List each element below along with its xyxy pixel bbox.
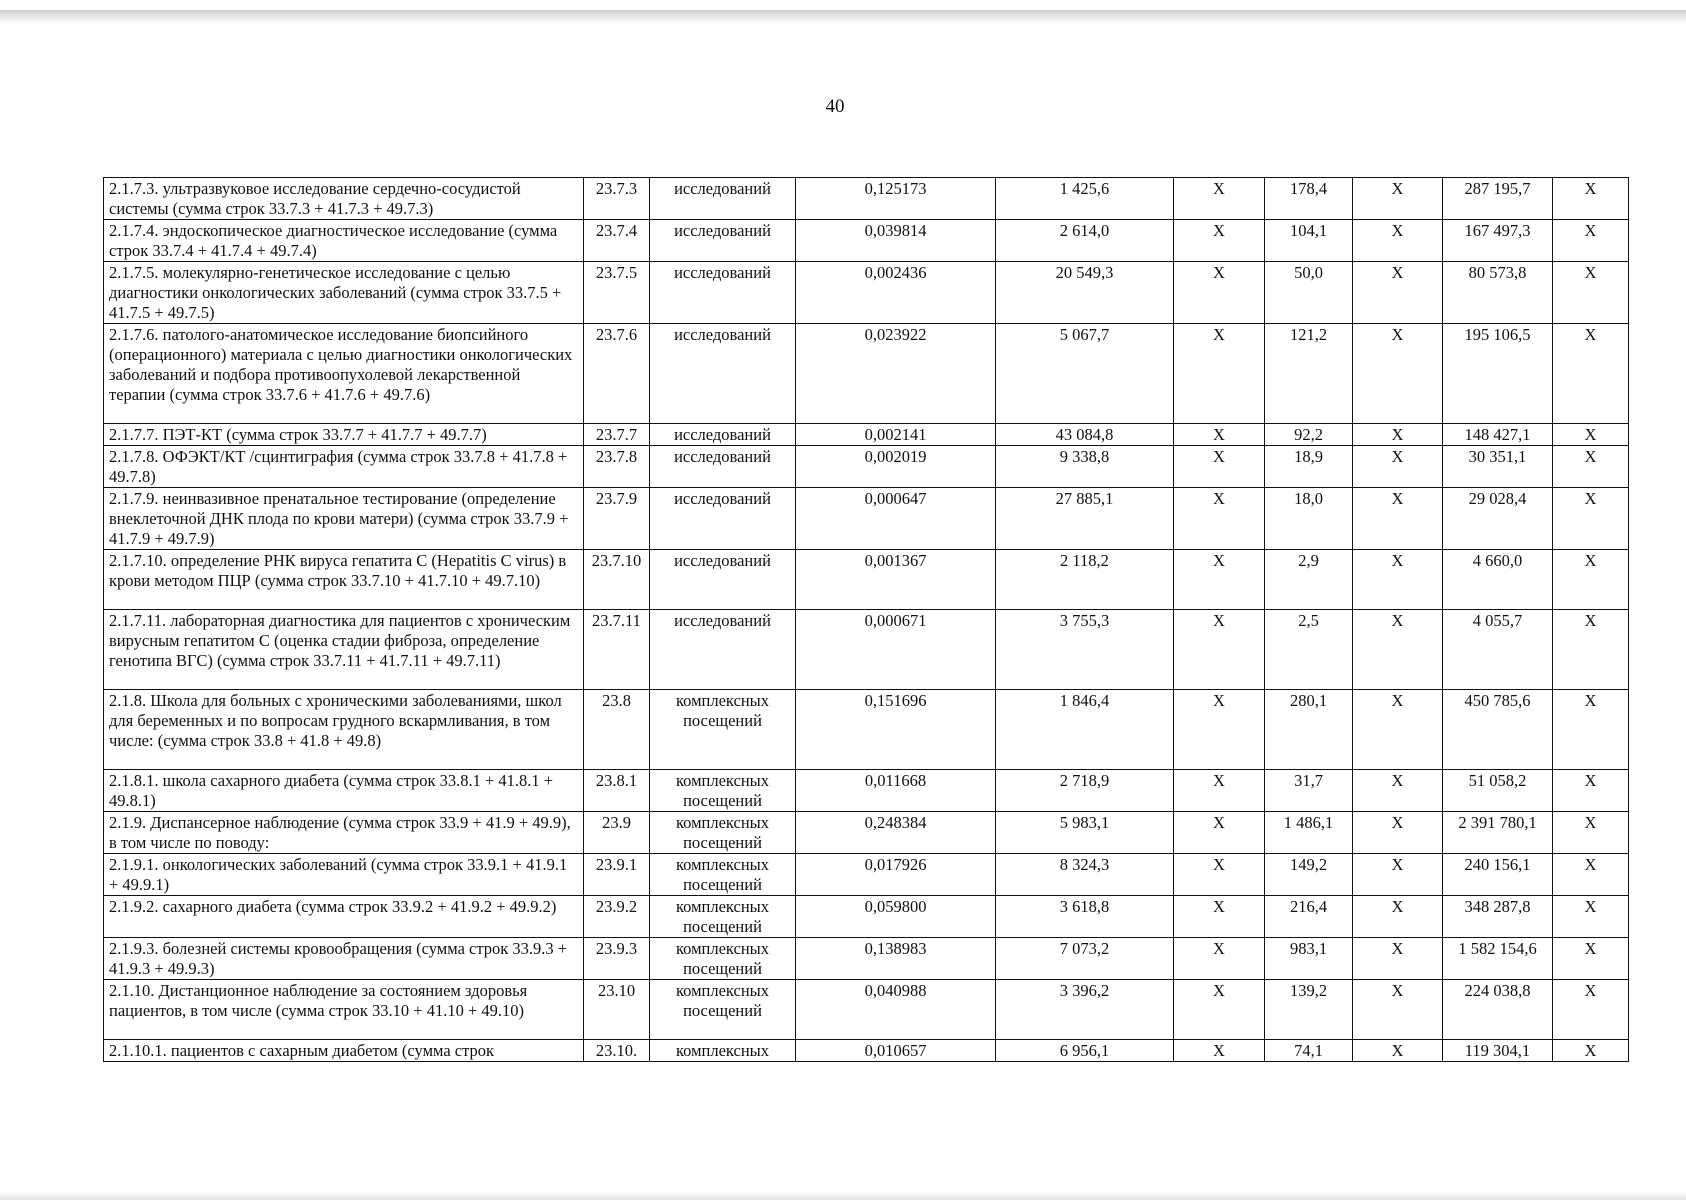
x-marker-cell: X — [1553, 610, 1629, 690]
x-marker-cell: X — [1353, 488, 1443, 550]
total-cost-cell: 195 106,5 — [1443, 324, 1553, 424]
x-marker-cell: X — [1174, 424, 1265, 446]
standard-volume-cell: 0,023922 — [796, 324, 996, 424]
per-capita-cell: 139,2 — [1265, 980, 1353, 1040]
standard-volume-cell: 0,151696 — [796, 690, 996, 770]
x-marker-cell: X — [1553, 262, 1629, 324]
per-capita-cell: 121,2 — [1265, 324, 1353, 424]
x-marker-cell: X — [1174, 610, 1265, 690]
row-code: 23.9.2 — [584, 896, 650, 938]
row-description: 2.1.7.5. молекулярно-генетическое исследование с целью диагностики онкологических заболеваний (сумма строк 33.7.5 + 41.7.5 + 49.7.5) — [104, 262, 584, 324]
x-marker-cell: X — [1353, 690, 1443, 770]
x-marker-cell: X — [1174, 324, 1265, 424]
row-code: 23.7.8 — [584, 446, 650, 488]
x-marker-cell: X — [1353, 220, 1443, 262]
total-cost-cell: 30 351,1 — [1443, 446, 1553, 488]
table-body — [104, 178, 1629, 1062]
standard-volume-cell: 0,002141 — [796, 424, 996, 446]
total-cost-cell: 167 497,3 — [1443, 220, 1553, 262]
table-row — [104, 938, 1629, 980]
per-capita-cell: 216,4 — [1265, 896, 1353, 938]
table-row — [104, 854, 1629, 896]
row-code: 23.7.5 — [584, 262, 650, 324]
unit-cell: комплексных посещений — [650, 812, 796, 854]
x-marker-cell: X — [1553, 550, 1629, 610]
x-marker-cell: X — [1174, 980, 1265, 1040]
x-marker-cell: X — [1353, 262, 1443, 324]
total-cost-cell: 4 055,7 — [1443, 610, 1553, 690]
cost-per-unit-cell: 3 755,3 — [996, 610, 1174, 690]
x-marker-cell: X — [1553, 854, 1629, 896]
row-description: 2.1.9.1. онкологических заболеваний (сумма строк 33.9.1 + 41.9.1 + 49.9.1) — [104, 854, 584, 896]
standard-volume-cell: 0,040988 — [796, 980, 996, 1040]
cost-per-unit-cell: 1 425,6 — [996, 178, 1174, 220]
row-code: 23.8.1 — [584, 770, 650, 812]
x-marker-cell: X — [1553, 220, 1629, 262]
standard-volume-cell: 0,039814 — [796, 220, 996, 262]
unit-cell: исследований — [650, 424, 796, 446]
x-marker-cell: X — [1553, 896, 1629, 938]
total-cost-cell: 4 660,0 — [1443, 550, 1553, 610]
row-description: 2.1.9.2. сахарного диабета (сумма строк 33.9.2 + 41.9.2 + 49.9.2) — [104, 896, 584, 938]
page-number: 40 — [825, 96, 845, 117]
row-description: 2.1.7.7. ПЭТ-КТ (сумма строк 33.7.7 + 41.7.7 + 49.7.7) — [104, 424, 584, 446]
table-row — [104, 324, 1629, 424]
x-marker-cell: X — [1553, 324, 1629, 424]
x-marker-cell: X — [1174, 262, 1265, 324]
table-row — [104, 1040, 1629, 1062]
row-description: 2.1.7.3. ультразвуковое исследование сердечно-сосудистой системы (сумма строк 33.7.3 + 41.7.3 + 49.7.3) — [104, 178, 584, 220]
x-marker-cell: X — [1353, 896, 1443, 938]
unit-cell: исследований — [650, 488, 796, 550]
row-description: 2.1.8. Школа для больных с хроническими заболеваниями, школ для беременных и по вопросам грудного вскармливания, в том числе: (сумма строк 33.8 + 41.8 + 49.8) — [104, 690, 584, 770]
unit-cell: исследований — [650, 178, 796, 220]
row-description: 2.1.9. Диспансерное наблюдение (сумма строк 33.9 + 41.9 + 49.9), в том числе по поводу: — [104, 812, 584, 854]
row-description: 2.1.10. Дистанционное наблюдение за состоянием здоровья пациентов, в том числе (сумма строк 33.10 + 41.10 + 49.10) — [104, 980, 584, 1040]
standard-volume-cell: 0,138983 — [796, 938, 996, 980]
x-marker-cell: X — [1353, 1040, 1443, 1062]
per-capita-cell: 983,1 — [1265, 938, 1353, 980]
standard-volume-cell: 0,017926 — [796, 854, 996, 896]
x-marker-cell: X — [1174, 178, 1265, 220]
x-marker-cell: X — [1553, 812, 1629, 854]
row-code: 23.7.6 — [584, 324, 650, 424]
per-capita-cell: 149,2 — [1265, 854, 1353, 896]
standard-volume-cell: 0,002019 — [796, 446, 996, 488]
cost-per-unit-cell: 2 718,9 — [996, 770, 1174, 812]
row-description: 2.1.7.11. лабораторная диагностика для пациентов с хроническим вирусным гепатитом С (оценка стадии фиброза, определение генотипа ВГС) (сумма строк 33.7.11 + 41.7.11 + 49.7.11) — [104, 610, 584, 690]
total-cost-cell: 287 195,7 — [1443, 178, 1553, 220]
table-row — [104, 178, 1629, 220]
row-code: 23.7.10 — [584, 550, 650, 610]
standard-volume-cell: 0,248384 — [796, 812, 996, 854]
table-row — [104, 550, 1629, 610]
standard-volume-cell: 0,010657 — [796, 1040, 996, 1062]
x-marker-cell: X — [1353, 980, 1443, 1040]
financing-table — [103, 177, 1629, 1062]
row-description: 2.1.8.1. школа сахарного диабета (сумма строк 33.8.1 + 41.8.1 + 49.8.1) — [104, 770, 584, 812]
cost-per-unit-cell: 7 073,2 — [996, 938, 1174, 980]
row-code: 23.9 — [584, 812, 650, 854]
per-capita-cell: 74,1 — [1265, 1040, 1353, 1062]
x-marker-cell: X — [1174, 1040, 1265, 1062]
x-marker-cell: X — [1174, 770, 1265, 812]
total-cost-cell: 450 785,6 — [1443, 690, 1553, 770]
total-cost-cell: 1 582 154,6 — [1443, 938, 1553, 980]
unit-cell: комплексных посещений — [650, 980, 796, 1040]
cost-per-unit-cell: 9 338,8 — [996, 446, 1174, 488]
unit-cell: исследований — [650, 550, 796, 610]
table-row — [104, 220, 1629, 262]
unit-cell: комплексных посещений — [650, 896, 796, 938]
per-capita-cell: 18,9 — [1265, 446, 1353, 488]
cost-per-unit-cell: 2 614,0 — [996, 220, 1174, 262]
x-marker-cell: X — [1553, 770, 1629, 812]
table-row — [104, 424, 1629, 446]
per-capita-cell: 178,4 — [1265, 178, 1353, 220]
unit-cell: комплексных посещений — [650, 938, 796, 980]
unit-cell: исследований — [650, 446, 796, 488]
row-description: 2.1.7.4. эндоскопическое диагностическое исследование (сумма строк 33.7.4 + 41.7.4 + 49.7.4) — [104, 220, 584, 262]
cost-per-unit-cell: 5 067,7 — [996, 324, 1174, 424]
row-code: 23.7.4 — [584, 220, 650, 262]
x-marker-cell: X — [1553, 690, 1629, 770]
x-marker-cell: X — [1174, 690, 1265, 770]
cost-per-unit-cell: 2 118,2 — [996, 550, 1174, 610]
row-code: 23.8 — [584, 690, 650, 770]
x-marker-cell: X — [1553, 424, 1629, 446]
row-code: 23.9.3 — [584, 938, 650, 980]
x-marker-cell: X — [1553, 1040, 1629, 1062]
total-cost-cell: 148 427,1 — [1443, 424, 1553, 446]
per-capita-cell: 92,2 — [1265, 424, 1353, 446]
per-capita-cell: 31,7 — [1265, 770, 1353, 812]
row-code: 23.9.1 — [584, 854, 650, 896]
cost-per-unit-cell: 5 983,1 — [996, 812, 1174, 854]
row-description: 2.1.7.9. неинвазивное пренатальное тестирование (определение внеклеточной ДНК плода по крови матери) (сумма строк 33.7.9 + 41.7.9 + 49.7.9) — [104, 488, 584, 550]
x-marker-cell: X — [1553, 178, 1629, 220]
x-marker-cell: X — [1353, 610, 1443, 690]
cost-per-unit-cell: 3 396,2 — [996, 980, 1174, 1040]
scan-bottom-edge — [0, 1192, 1686, 1200]
row-code: 23.10 — [584, 980, 650, 1040]
total-cost-cell: 224 038,8 — [1443, 980, 1553, 1040]
row-description: 2.1.10.1. пациентов с сахарным диабетом (сумма строк — [104, 1040, 584, 1062]
x-marker-cell: X — [1353, 854, 1443, 896]
cost-per-unit-cell: 20 549,3 — [996, 262, 1174, 324]
table-row — [104, 446, 1629, 488]
per-capita-cell: 104,1 — [1265, 220, 1353, 262]
scan-top-edge — [0, 10, 1686, 24]
x-marker-cell: X — [1174, 488, 1265, 550]
cost-per-unit-cell: 3 618,8 — [996, 896, 1174, 938]
x-marker-cell: X — [1174, 896, 1265, 938]
row-code: 23.7.9 — [584, 488, 650, 550]
total-cost-cell: 240 156,1 — [1443, 854, 1553, 896]
total-cost-cell: 348 287,8 — [1443, 896, 1553, 938]
cost-per-unit-cell: 6 956,1 — [996, 1040, 1174, 1062]
unit-cell: исследований — [650, 324, 796, 424]
per-capita-cell: 2,5 — [1265, 610, 1353, 690]
unit-cell: комплексных посещений — [650, 854, 796, 896]
x-marker-cell: X — [1553, 446, 1629, 488]
x-marker-cell: X — [1553, 938, 1629, 980]
unit-cell: комплексных — [650, 1040, 796, 1062]
x-marker-cell: X — [1353, 178, 1443, 220]
x-marker-cell: X — [1353, 812, 1443, 854]
per-capita-cell: 280,1 — [1265, 690, 1353, 770]
row-description: 2.1.7.6. патолого-анатомическое исследование биопсийного (операционного) материала с целью диагностики онкологических заболеваний и подбора противоопухолевой лекарственной терапии (сумма строк 33.7.6 + 41.7.6 + 49.7.6) — [104, 324, 584, 424]
total-cost-cell: 80 573,8 — [1443, 262, 1553, 324]
x-marker-cell: X — [1174, 220, 1265, 262]
row-code: 23.7.3 — [584, 178, 650, 220]
row-description: 2.1.9.3. болезней системы кровообращения (сумма строк 33.9.3 + 41.9.3 + 49.9.3) — [104, 938, 584, 980]
per-capita-cell: 18,0 — [1265, 488, 1353, 550]
table-row — [104, 770, 1629, 812]
table-row — [104, 812, 1629, 854]
unit-cell: комплексных посещений — [650, 690, 796, 770]
total-cost-cell: 51 058,2 — [1443, 770, 1553, 812]
x-marker-cell: X — [1353, 324, 1443, 424]
row-code: 23.10. — [584, 1040, 650, 1062]
x-marker-cell: X — [1174, 812, 1265, 854]
cost-per-unit-cell: 1 846,4 — [996, 690, 1174, 770]
total-cost-cell: 29 028,4 — [1443, 488, 1553, 550]
table-row — [104, 610, 1629, 690]
total-cost-cell: 119 304,1 — [1443, 1040, 1553, 1062]
per-capita-cell: 1 486,1 — [1265, 812, 1353, 854]
x-marker-cell: X — [1174, 550, 1265, 610]
table-row — [104, 690, 1629, 770]
row-code: 23.7.7 — [584, 424, 650, 446]
standard-volume-cell: 0,000647 — [796, 488, 996, 550]
cost-per-unit-cell: 27 885,1 — [996, 488, 1174, 550]
per-capita-cell: 50,0 — [1265, 262, 1353, 324]
standard-volume-cell: 0,002436 — [796, 262, 996, 324]
table-row — [104, 488, 1629, 550]
table-row — [104, 262, 1629, 324]
x-marker-cell: X — [1553, 488, 1629, 550]
unit-cell: комплексных посещений — [650, 770, 796, 812]
standard-volume-cell: 0,001367 — [796, 550, 996, 610]
x-marker-cell: X — [1353, 770, 1443, 812]
x-marker-cell: X — [1353, 938, 1443, 980]
per-capita-cell: 2,9 — [1265, 550, 1353, 610]
table-row — [104, 896, 1629, 938]
table-row — [104, 980, 1629, 1040]
x-marker-cell: X — [1174, 446, 1265, 488]
standard-volume-cell: 0,011668 — [796, 770, 996, 812]
cost-per-unit-cell: 8 324,3 — [996, 854, 1174, 896]
total-cost-cell: 2 391 780,1 — [1443, 812, 1553, 854]
x-marker-cell: X — [1553, 980, 1629, 1040]
table-container — [103, 177, 1629, 1062]
unit-cell: исследований — [650, 262, 796, 324]
row-description: 2.1.7.8. ОФЭКТ/КТ /сцинтиграфия (сумма строк 33.7.8 + 41.7.8 + 49.7.8) — [104, 446, 584, 488]
row-code: 23.7.11 — [584, 610, 650, 690]
x-marker-cell: X — [1353, 550, 1443, 610]
standard-volume-cell: 0,125173 — [796, 178, 996, 220]
cost-per-unit-cell: 43 084,8 — [996, 424, 1174, 446]
standard-volume-cell: 0,059800 — [796, 896, 996, 938]
unit-cell: исследований — [650, 220, 796, 262]
row-description: 2.1.7.10. определение РНК вируса гепатита С (Hepatitis C virus) в крови методом ПЦР (сумма строк 33.7.10 + 41.7.10 + 49.7.10) — [104, 550, 584, 610]
standard-volume-cell: 0,000671 — [796, 610, 996, 690]
x-marker-cell: X — [1174, 854, 1265, 896]
unit-cell: исследований — [650, 610, 796, 690]
x-marker-cell: X — [1353, 446, 1443, 488]
x-marker-cell: X — [1353, 424, 1443, 446]
x-marker-cell: X — [1174, 938, 1265, 980]
